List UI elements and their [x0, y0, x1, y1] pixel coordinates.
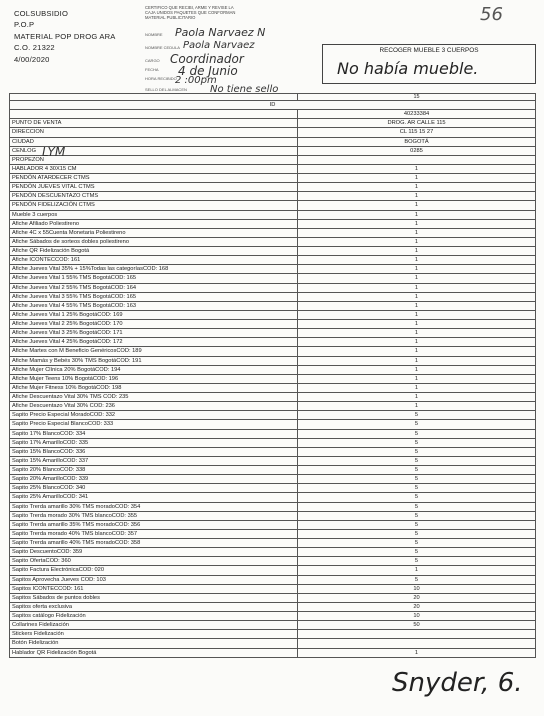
item-name: PENDÓN ATARDECER CTMS	[10, 174, 298, 183]
item-qty: 1	[298, 374, 536, 383]
item-qty: 1	[298, 201, 536, 210]
table-row	[10, 210, 536, 219]
item-qty: BOGOTÁ	[298, 137, 536, 146]
table-row	[10, 128, 536, 137]
pop-label: P.O.P	[14, 20, 35, 30]
item-name: Sapito DescuentoCOD: 359	[10, 548, 298, 557]
item-name: Sapito 15% AmarilloCOD: 337	[10, 456, 298, 465]
table-row	[10, 94, 536, 101]
table-row	[10, 338, 536, 347]
item-name: Sapitos Aprovecha Jueves COD: 103	[10, 575, 298, 584]
hw-name: Paola Narvaez N	[175, 26, 266, 39]
item-name: Afiche 4C x 55Cuenta Monetaria Poliestireno	[10, 228, 298, 237]
item-name: Afiche Martes con M Beneficio GenéricosCOD: 189	[10, 347, 298, 356]
item-qty: 1	[298, 301, 536, 310]
table-row	[10, 575, 536, 584]
table-row	[10, 456, 536, 465]
item-name: Sapitos catálogo Fidelización	[10, 612, 298, 621]
table-row	[10, 356, 536, 365]
table-row	[10, 648, 536, 657]
label-hora: HORA RECIBIDO	[145, 76, 177, 81]
signature: Snyder, 6.	[392, 668, 523, 698]
item-name: PENDÓN JUEVES VITAL CTMS	[10, 183, 298, 192]
id-label: ID	[10, 101, 536, 110]
item-qty: 1	[298, 237, 536, 246]
item-qty	[298, 155, 536, 164]
table-row	[10, 548, 536, 557]
item-name: Afiche Mujer Fitness 10% BogotáCOD: 198	[10, 383, 298, 392]
material-table	[9, 93, 536, 658]
table-row	[10, 347, 536, 356]
item-qty: 5	[298, 520, 536, 529]
item-name: Afiche Jueves Vital 4 25% BogotáCOD: 172	[10, 338, 298, 347]
table-row	[10, 292, 536, 301]
item-name: Sapito 17% AmarilloCOD: 335	[10, 438, 298, 447]
item-name: Afiche Mujer Teens 10% BogotáCOD: 196	[10, 374, 298, 383]
item-name: Afiche Descuentazo Vital 30% COD: 236	[10, 402, 298, 411]
item-qty: 20	[298, 593, 536, 602]
item-name: PENDÓN DESCUENTAZO CTMS	[10, 192, 298, 201]
table-row	[10, 557, 536, 566]
item-name: CENLOG	[10, 146, 298, 155]
table-row	[10, 374, 536, 383]
table-row	[10, 119, 536, 128]
hw-mark: LYM	[42, 145, 66, 159]
item-name: Sapito 25% BlancoCOD: 340	[10, 484, 298, 493]
table-row	[10, 265, 536, 274]
item-name: Sapito 20% AmarilloCOD: 339	[10, 475, 298, 484]
table-row	[10, 164, 536, 173]
table-row	[10, 566, 536, 575]
item-qty: 5	[298, 420, 536, 429]
receipt-statement: CERTIFICO QUE RECIBI, ARME Y REVISE LA CAJA UNIDOS PAQUETES QUE CONFORMAN MATERIAL PUBLICITARIO	[145, 5, 236, 20]
item-qty: 5	[298, 456, 536, 465]
item-qty: 5	[298, 484, 536, 493]
item-name: Sapito Factura ElectrónicaCOD: 020	[10, 566, 298, 575]
item-qty: 1	[298, 347, 536, 356]
item-qty: 1	[298, 310, 536, 319]
item-name: Botón Fidelización	[10, 639, 298, 648]
table-row	[10, 310, 536, 319]
table-row	[10, 110, 536, 119]
header-left	[14, 8, 116, 65]
table-row	[10, 192, 536, 201]
center-code: C.O. 21322	[14, 43, 55, 53]
item-qty: 20	[298, 602, 536, 611]
item-name: Afiche Jueves Vital 4 55% TMS BogotáCOD: 163	[10, 301, 298, 310]
item-name: Afiche Afiliado Poliestireno	[10, 219, 298, 228]
item-qty: 5	[298, 475, 536, 484]
item-name: Sapito 25% AmarilloCOD: 341	[10, 493, 298, 502]
item-qty: 1	[298, 274, 536, 283]
table-row	[10, 393, 536, 402]
item-name: Afiche Jueves Vital 1 25% BogotáCOD: 169	[10, 310, 298, 319]
table-cell	[10, 110, 298, 119]
item-qty: 5	[298, 466, 536, 475]
item-name: Afiche Jueves Vital 3 25% BogotáCOD: 171	[10, 329, 298, 338]
item-name: Stickers Fidelización	[10, 630, 298, 639]
item-name: Sapito Precio Especial BlancoCOD: 333	[10, 420, 298, 429]
item-name: HABLADOR 4 30X15 CM	[10, 164, 298, 173]
item-name: Mueble 3 cuerpos	[10, 210, 298, 219]
table-row	[10, 283, 536, 292]
item-qty: 50	[298, 621, 536, 630]
doc-date: 4/00/2020	[14, 54, 50, 64]
label-name: NOMBRE	[145, 32, 163, 37]
item-name: PROPEZON	[10, 155, 298, 164]
table-row	[10, 183, 536, 192]
item-name: Sapito 20% BlancoCOD: 338	[10, 466, 298, 475]
item-qty: 1	[298, 365, 536, 374]
table-row	[10, 247, 536, 256]
table-row	[10, 438, 536, 447]
item-qty: 10	[298, 584, 536, 593]
item-name: Afiche Mamás y Bebés 30% TMS BogotáCOD: 191	[10, 356, 298, 365]
item-name: Sapitos ICONTECCOD: 161	[10, 584, 298, 593]
item-qty: 5	[298, 411, 536, 420]
page-mark: 56	[480, 4, 503, 25]
item-name: Afiche Descuentazo Vital 30% TMS COD: 235	[10, 393, 298, 402]
label-cedula: NOMBRE CEDULA	[145, 45, 180, 50]
item-name: Afiche Jueves Vital 2 55% TMS BogotáCOD: 164	[10, 283, 298, 292]
table-row	[10, 137, 536, 146]
item-name: Sapito 15% BlancoCOD: 336	[10, 447, 298, 456]
item-qty: 5	[298, 493, 536, 502]
table-header-row	[10, 101, 536, 110]
item-qty: 5	[298, 429, 536, 438]
table-row	[10, 630, 536, 639]
item-qty: 1	[298, 256, 536, 265]
table-row	[10, 256, 536, 265]
table-row	[10, 411, 536, 420]
item-name: Afiche Jueves Vital 1 55% TMS BogotáCOD: 165	[10, 274, 298, 283]
item-name: Afiche QR Fidelización Bogotá	[10, 247, 298, 256]
id-value: 40233384	[298, 110, 536, 119]
item-name: Sapito Trerda amarillo 40% TMS moradoCOD: 358	[10, 539, 298, 548]
item-qty: 0285	[298, 146, 536, 155]
item-qty: 1	[298, 174, 536, 183]
table-row	[10, 584, 536, 593]
table-row	[10, 201, 536, 210]
table-row	[10, 602, 536, 611]
item-qty: 1	[298, 356, 536, 365]
table-row	[10, 320, 536, 329]
item-name: Sapito Trerda amarillo 35% TMS moradoCOD: 356	[10, 520, 298, 529]
company-name: COLSUBSIDIO	[14, 9, 69, 18]
item-qty: 1	[298, 219, 536, 228]
table-row	[10, 228, 536, 237]
recoger-title: RECOGER MUEBLE 3 CUERPOS	[379, 47, 479, 54]
item-qty: 1	[298, 292, 536, 301]
table-row	[10, 621, 536, 630]
table-row	[10, 493, 536, 502]
table-row	[10, 237, 536, 246]
item-qty: 1	[298, 320, 536, 329]
item-name: Sapito OfertaCOD: 360	[10, 557, 298, 566]
item-qty: 1	[298, 648, 536, 657]
item-name: Collarines Fidelización	[10, 621, 298, 630]
item-qty	[298, 630, 536, 639]
table-row	[10, 420, 536, 429]
recoger-box	[322, 44, 536, 84]
item-qty: DROG. AR CALLE 115	[298, 119, 536, 128]
table-row	[10, 447, 536, 456]
item-qty: 1	[298, 566, 536, 575]
table-row	[10, 155, 536, 164]
table-row	[10, 539, 536, 548]
hw-cargo: Coordinador	[170, 52, 244, 66]
table-row	[10, 174, 536, 183]
hw-cedula: Paola Narvaez	[183, 40, 255, 51]
table-row	[10, 402, 536, 411]
item-qty: 5	[298, 502, 536, 511]
table-row	[10, 484, 536, 493]
item-qty: 5	[298, 575, 536, 584]
recoger-note: No había mueble.	[337, 59, 479, 78]
table-row	[10, 511, 536, 520]
item-name: DIRECCION	[10, 128, 298, 137]
item-qty: 1	[298, 383, 536, 392]
table-row	[10, 383, 536, 392]
item-qty: 5	[298, 529, 536, 538]
item-name: Afiche Jueves Vital 35% + 15%Todas las categoríasCOD: 168	[10, 265, 298, 274]
item-qty: 5	[298, 511, 536, 520]
table-row	[10, 593, 536, 602]
table-row	[10, 365, 536, 374]
material-label: MATERIAL POP DROG ARA	[14, 31, 116, 41]
item-qty: 1	[298, 228, 536, 237]
label-fecha: FECHA	[145, 67, 159, 72]
item-qty: 1	[298, 283, 536, 292]
table-row	[10, 274, 536, 283]
item-qty: 1	[298, 329, 536, 338]
table-cell: 15	[298, 94, 536, 101]
item-qty	[298, 639, 536, 648]
table-row	[10, 612, 536, 621]
table-row	[10, 329, 536, 338]
table-row	[10, 475, 536, 484]
item-name: Afiche Jueves Vital 3 55% TMS BogotáCOD: 165	[10, 292, 298, 301]
item-qty: 10	[298, 612, 536, 621]
table-row	[10, 529, 536, 538]
item-qty: 5	[298, 548, 536, 557]
hw-sello: No tiene sello	[210, 84, 279, 95]
item-qty: 5	[298, 557, 536, 566]
label-sello: SELLO DEL ALMACEN	[145, 87, 187, 92]
item-name: Sapitos Sábados de puntos dobles	[10, 593, 298, 602]
table-row	[10, 429, 536, 438]
item-name: Sapitos oferta exclusiva	[10, 602, 298, 611]
item-qty: 5	[298, 539, 536, 548]
item-name: CIUDAD	[10, 137, 298, 146]
item-name: Afiche Mujer Clínica 20% BogotáCOD: 194	[10, 365, 298, 374]
table-row	[10, 301, 536, 310]
item-name: Afiche Jueves Vital 2 25% BogotáCOD: 170	[10, 320, 298, 329]
item-qty: 1	[298, 192, 536, 201]
hw-hora: 2 :00pm	[175, 75, 217, 86]
item-qty: CL 115 15 27	[298, 128, 536, 137]
item-name: Sapito Precio Especial MoradoCOD: 332	[10, 411, 298, 420]
item-name: Afiche Sábados de sorteos dobles poliestireno	[10, 237, 298, 246]
item-qty: 1	[298, 183, 536, 192]
table-row	[10, 520, 536, 529]
item-name: PUNTO DE VENTA	[10, 119, 298, 128]
item-name: Sapito 17% BlancoCOD: 334	[10, 429, 298, 438]
item-qty: 5	[298, 447, 536, 456]
item-qty: 1	[298, 393, 536, 402]
item-qty: 5	[298, 438, 536, 447]
item-qty: 1	[298, 210, 536, 219]
item-name: Sapito Trerda morado 30% TMS blancoCOD: 355	[10, 511, 298, 520]
table-row	[10, 502, 536, 511]
item-name: Sapito Trerda amarillo 30% TMS moradoCOD: 354	[10, 502, 298, 511]
hw-fecha: 4 de Junio	[178, 64, 238, 78]
item-name: Hablador QR Fidelización Bogotá	[10, 648, 298, 657]
item-qty: 1	[298, 164, 536, 173]
item-name: Sapito Trerda morado 40% TMS blancoCOD: 357	[10, 529, 298, 538]
item-qty: 1	[298, 338, 536, 347]
item-qty: 1	[298, 402, 536, 411]
table-row	[10, 466, 536, 475]
table-row	[10, 639, 536, 648]
table-row	[10, 219, 536, 228]
item-name: Afiche ICONTECCOD: 161	[10, 256, 298, 265]
label-cargo: CARGO	[145, 58, 160, 63]
item-qty: 1	[298, 247, 536, 256]
table-cell	[10, 94, 298, 101]
item-name: PENDÓN FIDELIZACIÓN CTMS	[10, 201, 298, 210]
table-row	[10, 146, 536, 155]
item-qty: 1	[298, 265, 536, 274]
